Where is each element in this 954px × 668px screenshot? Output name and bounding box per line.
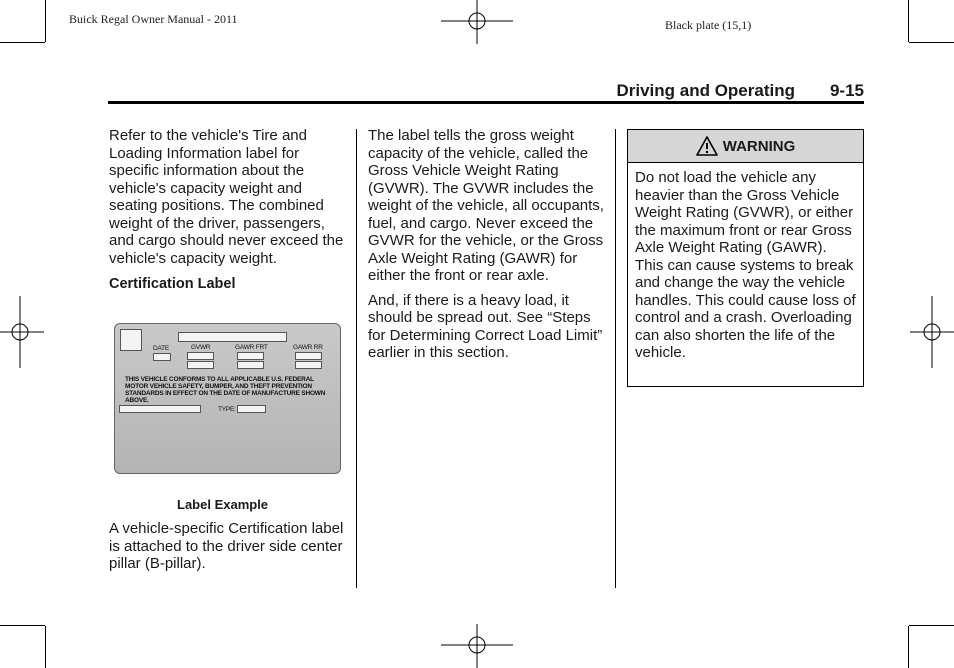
- warning-title: WARNING: [722, 137, 796, 155]
- paragraph: The label tells the gross weight capacity of the vehicle, called the Gross Vehicle Weight Rating (GVWR). The GVWR includes the weight of the vehicle, all occupants, fuel, and cargo. Never exceed the GVWR for the vehicle, or the Gross Axle Weight Rating (GAWR) for either the front or rear axle.: [368, 127, 604, 284]
- warning-triangle-icon: [696, 136, 718, 156]
- paragraph: Refer to the vehicle's Tire and Loading Information label for specific information about the vehicle's capacity weight and seating positions. The combined weight of the driver, passengers, and cargo should never exceed the vehicle's capacity weight.: [109, 127, 344, 267]
- label-field: [237, 361, 264, 369]
- label-field: [295, 361, 322, 369]
- registration-mark-left: [0, 296, 44, 368]
- label-field: [187, 352, 214, 360]
- running-header: [108, 81, 864, 102]
- header-rule: [108, 101, 864, 104]
- warning-header: [628, 130, 863, 163]
- section-title: Driving and Operating: [616, 81, 795, 100]
- conformance-statement: THIS VEHICLE CONFORMS TO ALL APPLICABLE U.S. FEDERAL MOTOR VEHICLE SAFETY, BUMPER, AND THEFT PREVENTION STANDARDS IN EFFECT ON THE DATE OF MANUFACTURE SHOWN ABOVE.: [125, 376, 326, 404]
- certification-label-figure: [114, 323, 341, 474]
- label-field: [237, 352, 264, 360]
- plate-info: Black plate (15,1): [665, 18, 752, 32]
- column-1: [109, 127, 349, 294]
- figure-caption: Label Example: [177, 497, 269, 512]
- label-field: [153, 353, 171, 361]
- gvwr-label: GVWR: [191, 344, 211, 351]
- paragraph: A vehicle-specific Certification label is attached to the driver side center pillar (B-pillar).: [109, 520, 344, 572]
- gawr-rr-label: GAWR RR: [293, 344, 323, 351]
- manual-title: Buick Regal Owner Manual - 2011: [69, 12, 238, 26]
- registration-mark-right: [910, 296, 954, 368]
- column-1-lower: [109, 520, 349, 573]
- logo-box: [120, 329, 142, 351]
- label-field: [295, 352, 322, 360]
- label-field: [237, 405, 266, 413]
- paragraph: And, if there is a heavy load, it should be spread out. See “Steps for Determining Correct Load Limit” earlier in this section.: [368, 291, 603, 361]
- date-label: DATE: [153, 345, 170, 352]
- column-divider: [615, 129, 616, 588]
- registration-mark-top: [441, 0, 513, 44]
- label-field: [187, 361, 214, 369]
- subheading: Certification Label: [109, 276, 236, 292]
- gawr-frt-label: GAWR FRT: [235, 344, 268, 351]
- column-2: [368, 127, 608, 362]
- column-divider: [356, 129, 357, 588]
- warning-text: Do not load the vehicle any heavier than the Gross Vehicle Weight Rating (GVWR), or either the maximum front or rear Gross Axle Weight Rating (GAWR). This can cause systems to break and change the way the vehicle handles. This could cause loss of control and a crash. Overloading can also shorten the life of the vehicle.: [635, 169, 856, 361]
- type-label: TYPE:: [218, 406, 236, 413]
- label-field: [178, 332, 287, 342]
- warning-box: [627, 129, 864, 387]
- page-number: 9-15: [829, 81, 864, 100]
- label-field: [119, 405, 201, 413]
- registration-mark-bottom: [441, 624, 513, 668]
